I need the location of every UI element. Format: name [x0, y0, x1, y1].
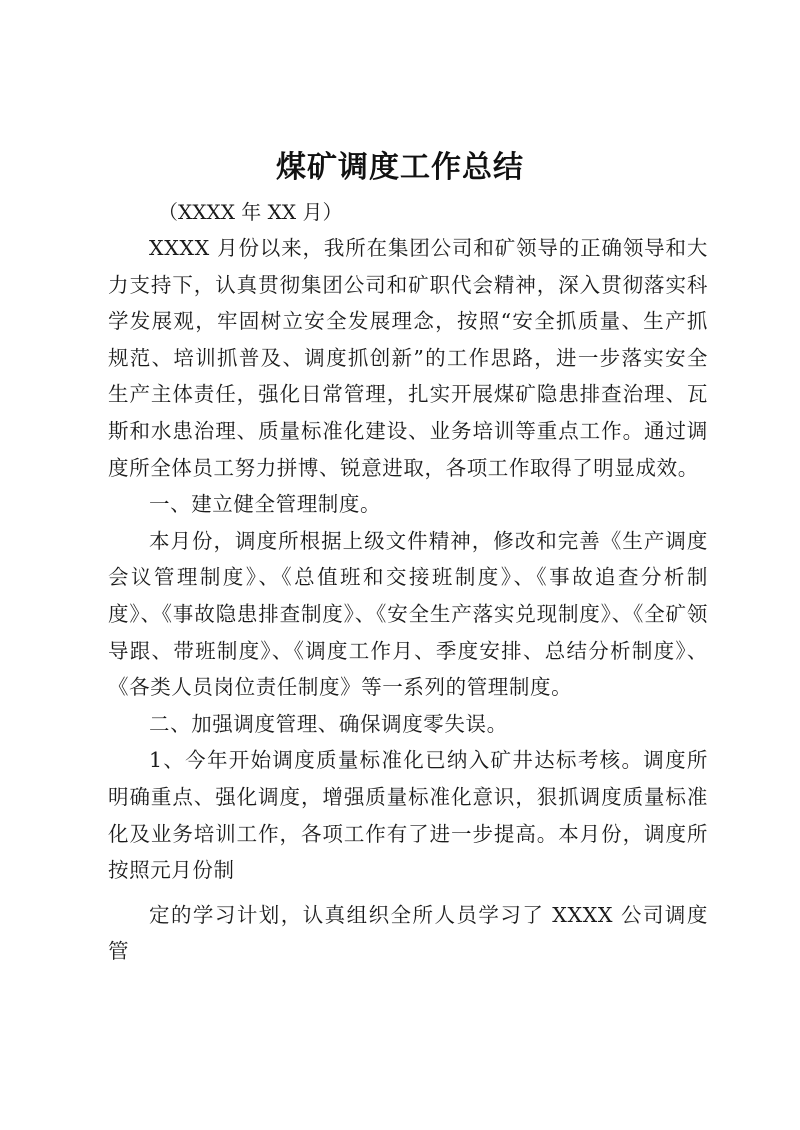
paragraph-item-1: 1、今年开始调度质量标准化已纳入矿井达标考核。调度所明确重点、强化调度，增强质量标准化意识，狠抓调度质量标准化及业务培训工作，各项工作有了进一步提高。本月份，调度所按照元月份制 [108, 748, 708, 883]
document-title: 煤矿调度工作总结 [276, 150, 524, 185]
section-heading-1: 一、建立健全管理制度。 [149, 492, 382, 517]
paragraph-section-1: 本月份，调度所根据上级文件精神，修改和完善《生产调度会议管理制度》、《总值班和交接班制度》、《事故追查分析制度》、《事故隐患排查制度》、《安全生产落实兑现制度》、《全矿领导跟、带班制度》、《调度工作月、季度安排、总结分析制度》、《各类人员岗位责任制度》等一系列的管理制度。 [108, 528, 708, 700]
section-heading-2: 二、加强调度管理、确保调度零失误。 [149, 711, 508, 736]
document-body [108, 230, 708, 970]
paragraph-continuation: 定的学习计划，认真组织全所人员学习了 XXXX 公司调度管 [108, 902, 708, 964]
paragraph-intro: XXXX 月份以来，我所在集团公司和矿领导的正确领导和大力支持下，认真贯彻集团公司和矿职代会精神，深入贯彻落实科学发展观，牢固树立安全发展理念，按照“安全抓质量、生产抓规范、培训抓普及、调度抓创新”的工作思路，进一步落实安全生产主体责任，强化日常管理，扎实开展煤矿隐患排查治理、瓦斯和水患治理、质量标准化建设、业务培训等重点工作。通过调度所全体员工努力拼博、锐意进取，各项工作取得了明显成效。 [108, 236, 708, 480]
document-date: （XXXX 年 XX 月） [158, 200, 343, 224]
